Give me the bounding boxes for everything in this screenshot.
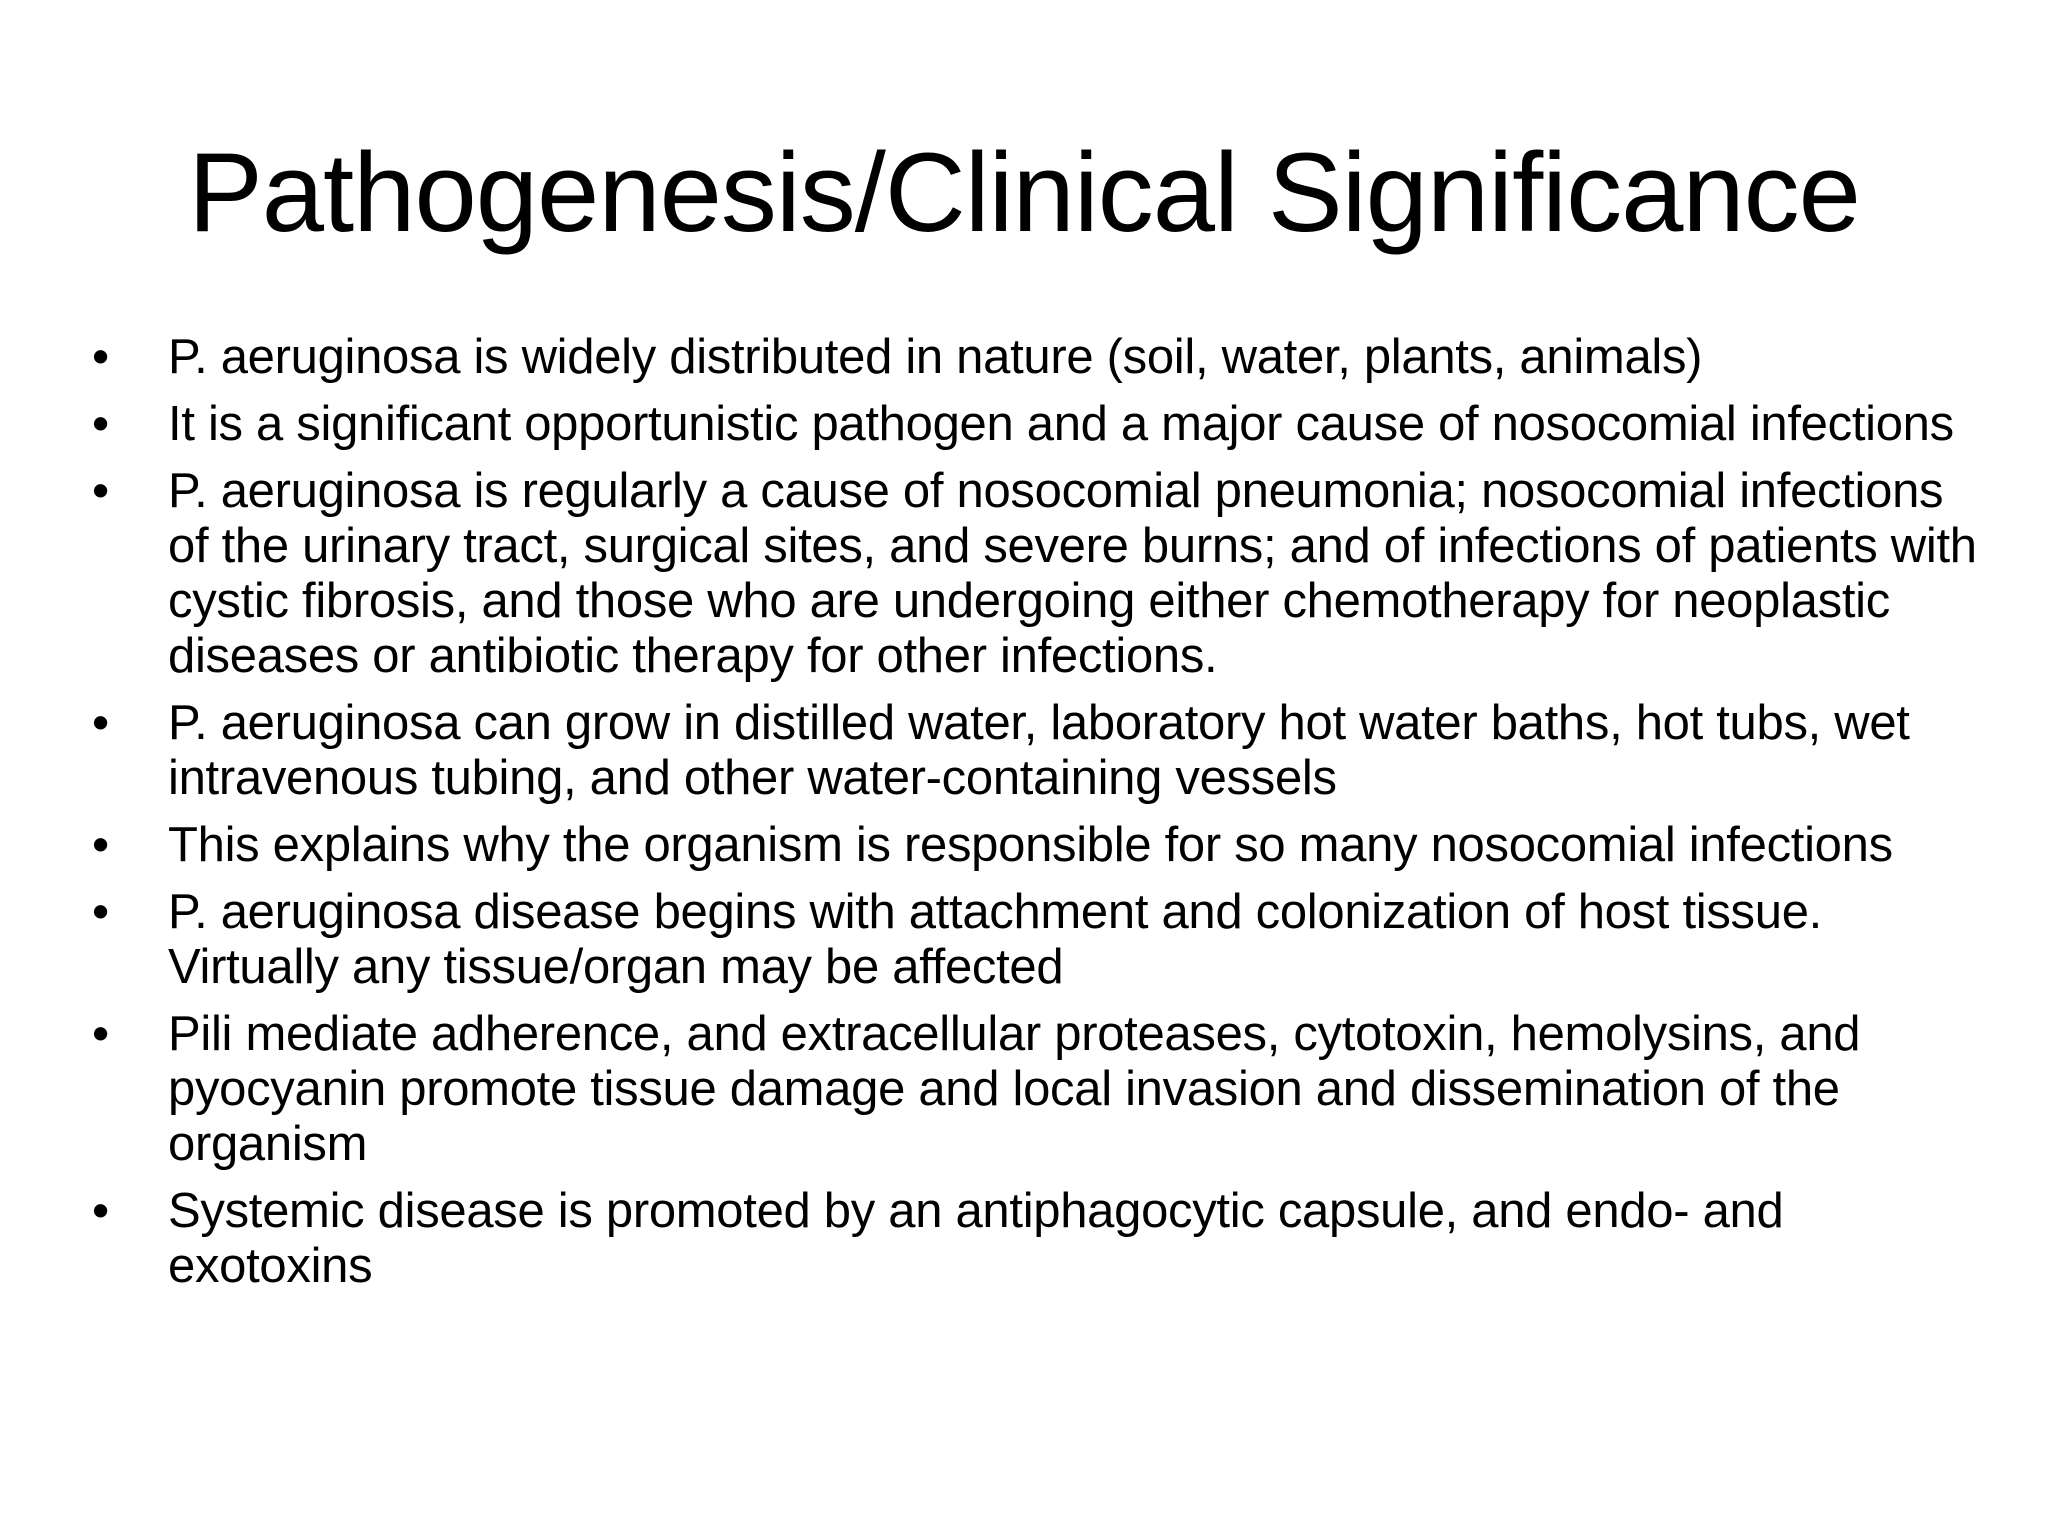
- slide-title: Pathogenesis/Clinical Significance: [188, 130, 1860, 255]
- bullet-point-icon: •: [92, 696, 109, 750]
- bullet-item: [80, 1007, 1980, 1172]
- bullet-text: P. aeruginosa can grow in distilled water, laboratory hot water baths, hot tubs, wet intravenous tubing, and other water-containing vessels: [168, 696, 1910, 805]
- bullet-item: [80, 330, 1980, 385]
- bullet-point-icon: •: [92, 464, 109, 518]
- bullet-item: [80, 1184, 1980, 1294]
- bullet-point-icon: •: [92, 885, 109, 939]
- bullet-text: Pili mediate adherence, and extracellular proteases, cytotoxin, hemolysins, and pyocyanin promote tissue damage and local invasion and dissemination of the organism: [168, 1007, 1861, 1171]
- bullet-text: P. aeruginosa is regularly a cause of nosocomial pneumonia; nosocomial infections of the urinary tract, surgical sites, and severe burns; and of infections of patients with cystic fibrosis, and those who are undergoing either chemotherapy for neoplastic diseases or antibiotic therapy for other infections.: [168, 464, 1977, 683]
- bullet-list: [80, 330, 1980, 1306]
- bullet-point-icon: •: [92, 1184, 109, 1238]
- bullet-point-icon: •: [92, 818, 109, 872]
- bullet-point-icon: •: [92, 1007, 109, 1061]
- bullet-point-icon: •: [92, 397, 109, 451]
- bullet-text: P. aeruginosa disease begins with attachment and colonization of host tissue. Virtually any tissue/organ may be affected: [168, 885, 1822, 994]
- bullet-text: It is a significant opportunistic pathogen and a major cause of nosocomial infections: [168, 397, 1954, 451]
- bullet-item: [80, 464, 1980, 684]
- bullet-item: [80, 885, 1980, 995]
- bullet-item: [80, 696, 1980, 806]
- bullet-item: [80, 818, 1980, 873]
- bullet-point-icon: •: [92, 330, 109, 384]
- bullet-text: Systemic disease is promoted by an antiphagocytic capsule, and endo- and exotoxins: [168, 1184, 1784, 1293]
- bullet-text: This explains why the organism is responsible for so many nosocomial infections: [168, 818, 1893, 872]
- bullet-item: [80, 397, 1980, 452]
- bullet-text: P. aeruginosa is widely distributed in nature (soil, water, plants, animals): [168, 330, 1703, 384]
